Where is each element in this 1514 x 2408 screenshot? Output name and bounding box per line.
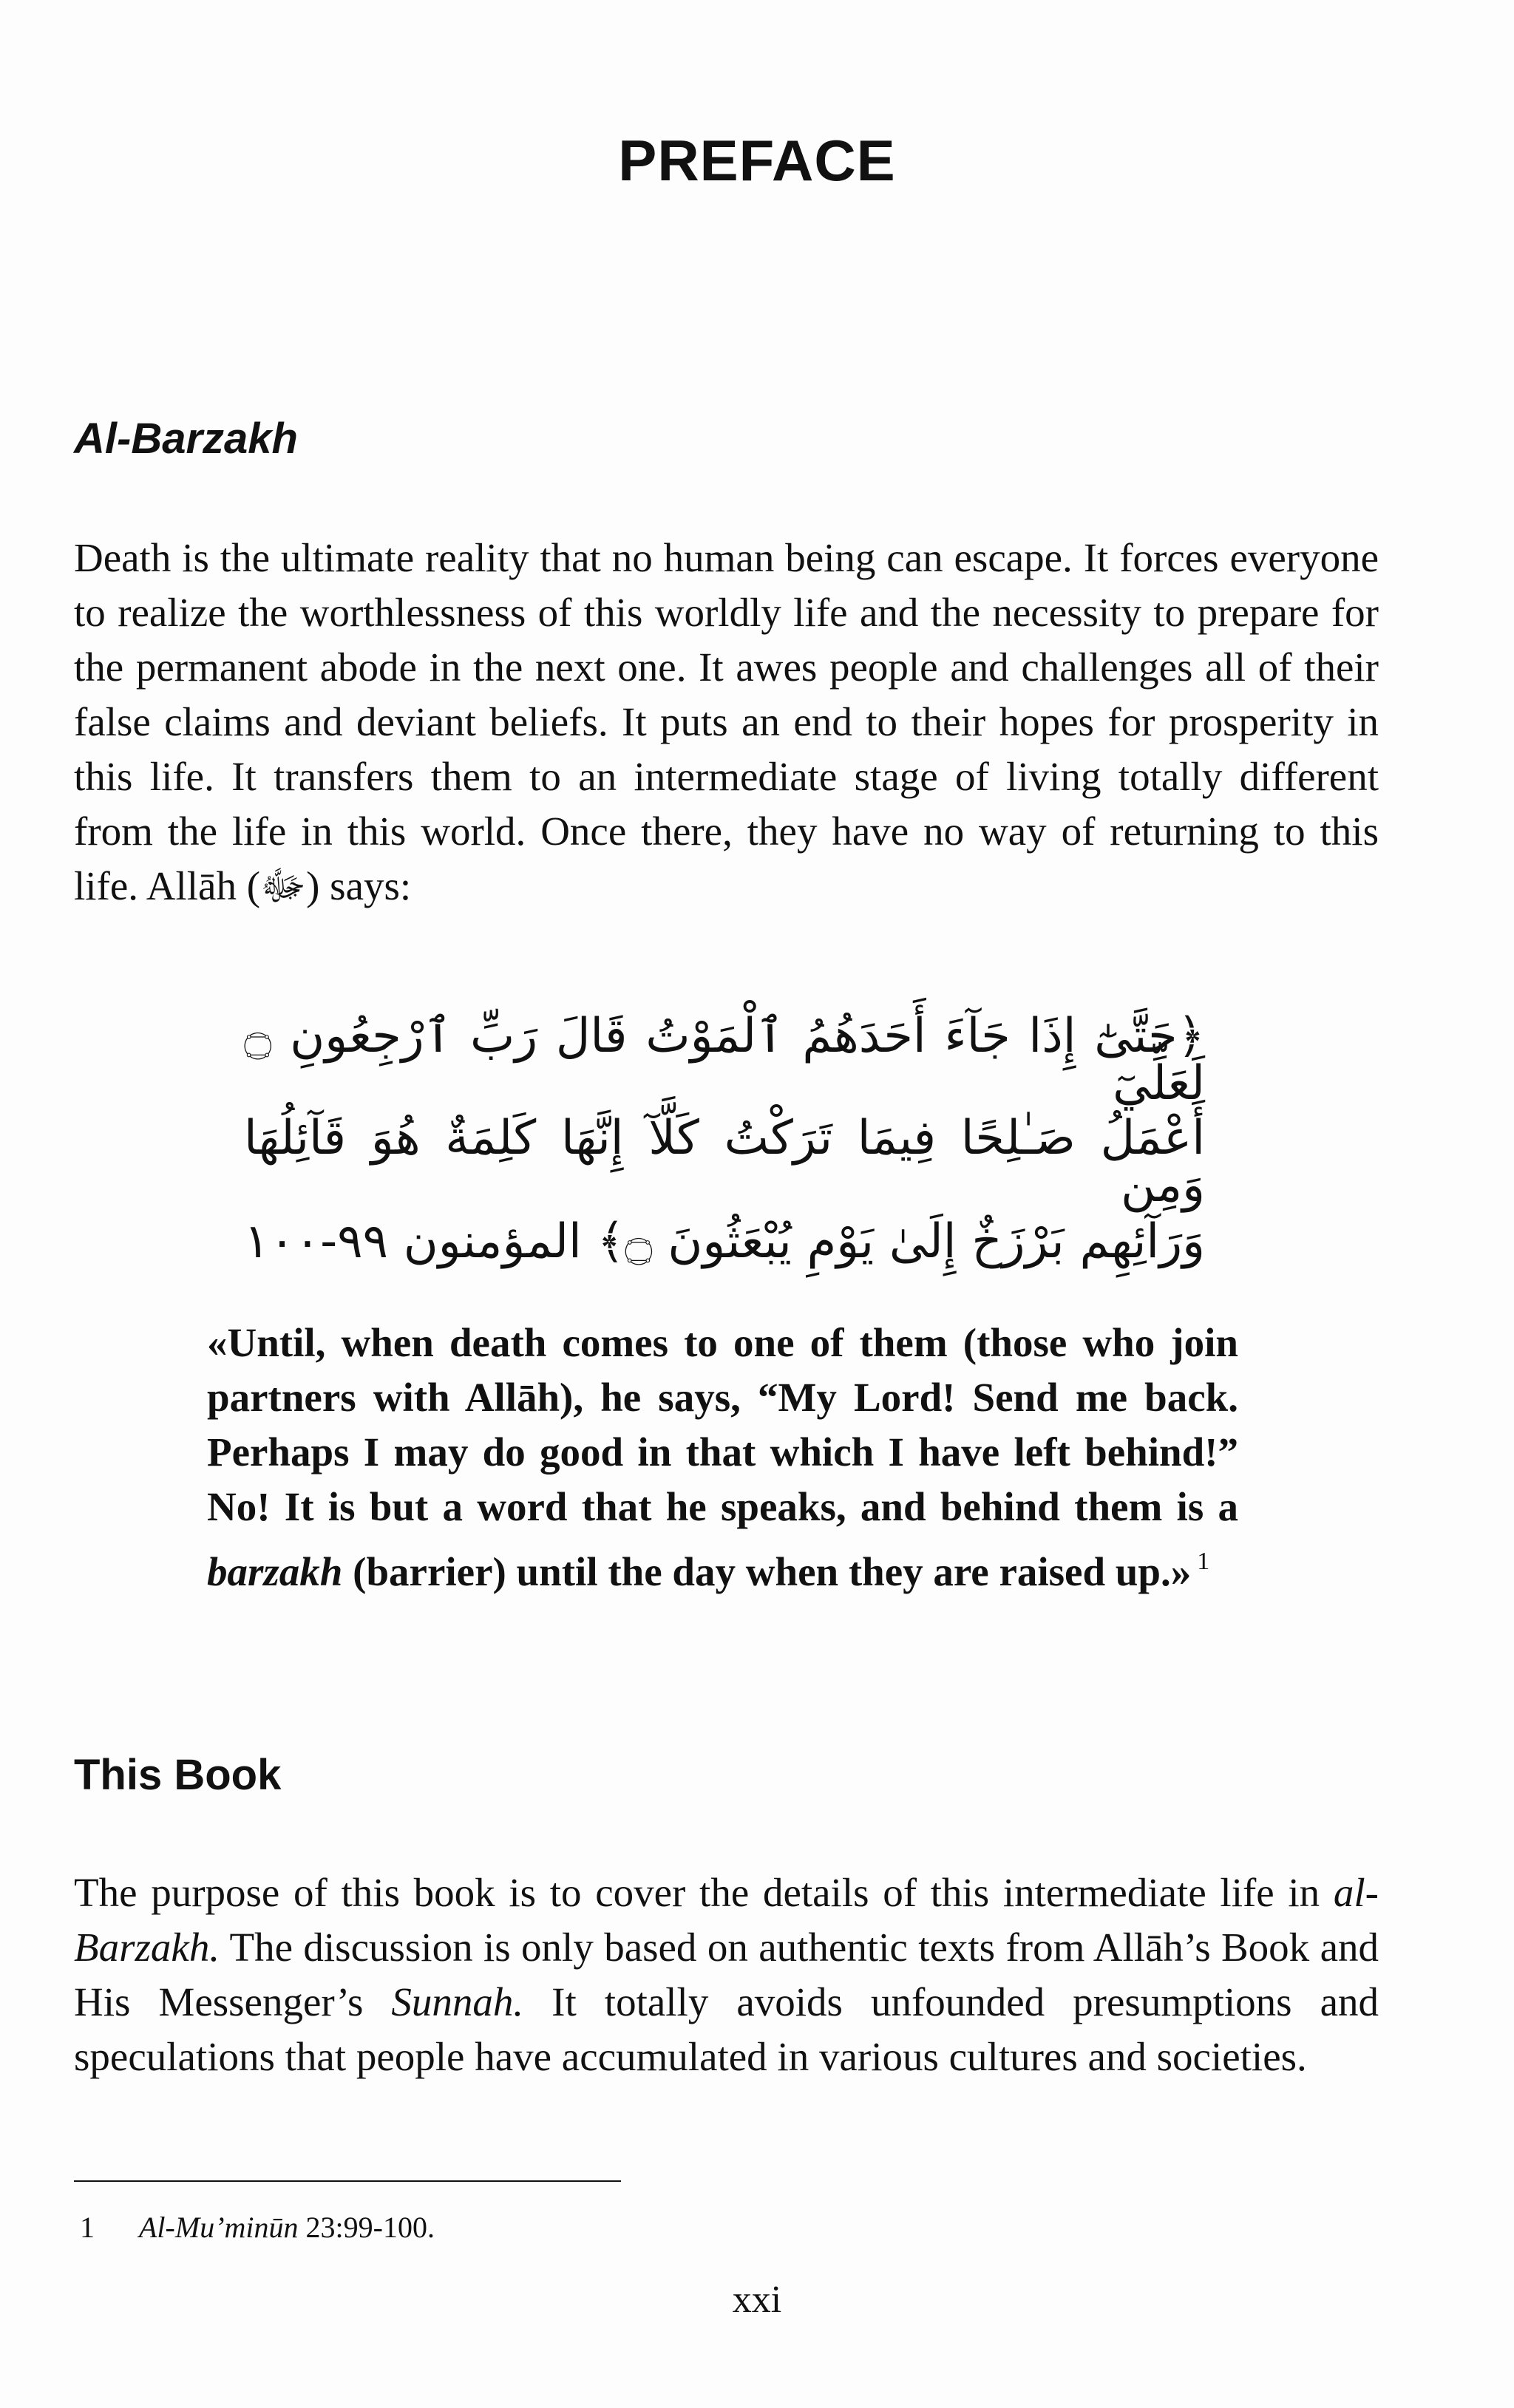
footnote-number: 1 xyxy=(80,2211,95,2244)
footnote-reference-1[interactable]: 1 xyxy=(1197,1548,1210,1575)
quote-term-barzakh: barzakh xyxy=(207,1549,343,1594)
quote-text-part-1: «Until, when death comes to one of them (those who join partners with Allāh), he says, “My Lord! Send me back. Perhaps I may do good in that which I have left behind!” No! It is but a word that he speaks, and behind them is a xyxy=(207,1320,1238,1529)
section-heading-this-book: This Book xyxy=(74,1751,282,1799)
arabic-verse-line-1: ﴿حَتَّىٰٓ إِذَا جَآءَ أَحَدَهُمُ ٱلْمَوْتُ قَالَ رَبِّ ٱرْجِعُونِ ۝ لَعَلِّيٓ xyxy=(244,1009,1205,1111)
book-text-part-3: It totally avoids unfounded presumptions and speculations that people have accumulated in various cultures and societies. xyxy=(74,1979,1379,2079)
page-number: xxi xyxy=(732,2279,782,2321)
footnote-source-title: Al-Mu’minūn xyxy=(139,2211,299,2244)
footnote-divider xyxy=(74,2180,621,2182)
footnote-reference: 23:99-100. xyxy=(298,2211,435,2244)
page-title: PREFACE xyxy=(618,128,896,193)
section-heading-al-barzakh: Al-Barzakh xyxy=(74,415,298,463)
book-text-part-2: The discussion is only based on authentic texts from Allāh’s Book and His Messenger’s xyxy=(74,1925,1379,2024)
this-book-paragraph xyxy=(74,1865,1379,2084)
verse-translation-quote xyxy=(207,1316,1238,1599)
barzakh-intro-paragraph: Death is the ultimate reality that no human being can escape. It forces everyone to realize the worthlessness of this worldly life and the necessity to prepare for the permanent abode in the next one. It awes people and challenges all of their false claims and deviant beliefs. It puts an end to their hopes for prosperity in this life. It transfers them to an intermediate stage of living totally different from the life in this world. Once there, they have no way of returning to this life. Allāh (ﷻ) says: xyxy=(74,535,1379,908)
book-text-part-1: The purpose of this book is to cover the details of this intermediate life in xyxy=(74,1870,1334,1915)
arabic-verse-line-2: أَعْمَلُ صَـٰلِحًا فِيمَا تَرَكْتُ كَلَّآ إِنَّهَا كَلِمَةٌ هُوَ قَآئِلُهَا وَمِن xyxy=(244,1111,1205,1213)
arabic-verse-line-3: وَرَآئِهِم بَرْزَخٌ إِلَىٰ يَوْمِ يُبْعَثُونَ ۝﴾ المؤمنون ٩٩-١٠٠ xyxy=(244,1214,1205,1269)
quote-text-part-2: (barrier) until the day when they are raised up.» xyxy=(342,1549,1192,1594)
book-term-sunnah: Sunnah. xyxy=(391,1979,524,2024)
footnote-1 xyxy=(80,2210,435,2245)
book-term-barzakh: al-Barzakh. xyxy=(74,1870,1379,1970)
